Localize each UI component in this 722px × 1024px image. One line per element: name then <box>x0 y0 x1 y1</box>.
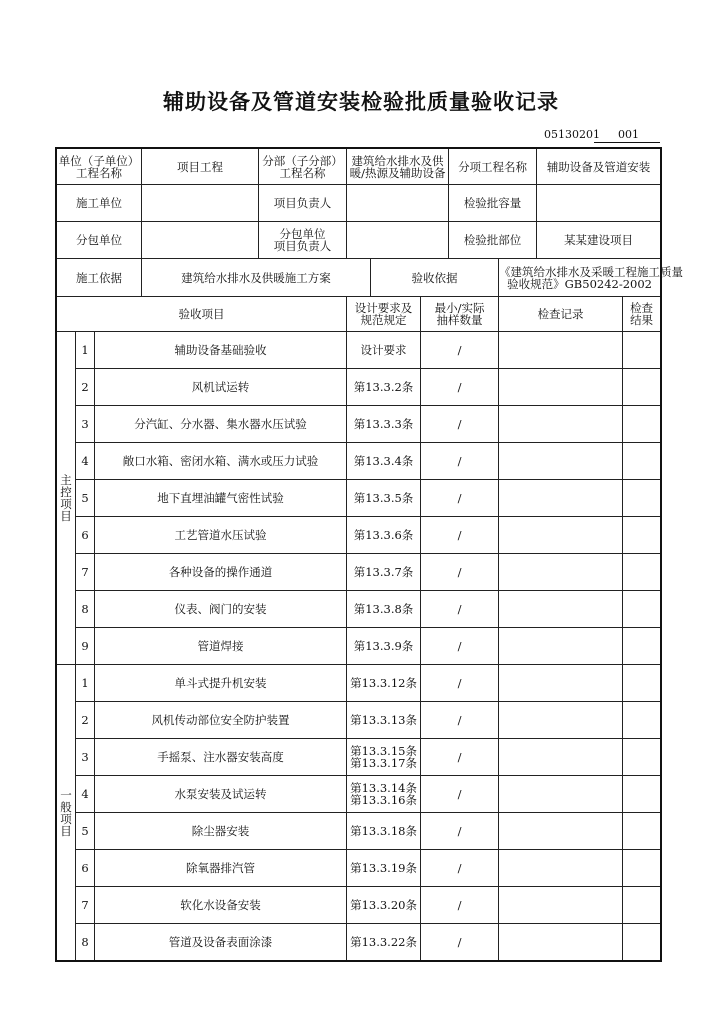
column-header-record: 检查记录 <box>499 297 623 332</box>
design-spec <box>347 702 421 739</box>
design-spec-line: 第13.3.5条 <box>353 491 414 505</box>
design-spec-line: 第13.3.17条 <box>350 756 417 770</box>
row-number: 5 <box>76 480 95 517</box>
column-header-sample-line1: 最小/实际 <box>434 301 485 315</box>
column-header-result-line1: 检查 <box>630 301 654 315</box>
general-row <box>57 776 661 813</box>
design-spec <box>347 406 421 443</box>
design-spec-line: 第13.3.2条 <box>353 380 414 394</box>
check-record[interactable] <box>499 739 623 776</box>
code-underline <box>594 142 660 143</box>
inspection-item: 软化水设备安装 <box>95 887 347 924</box>
main-control-group-label <box>57 332 76 665</box>
main-control-row <box>57 628 661 665</box>
row-number: 3 <box>76 739 95 776</box>
sub-project-label-line1: 分部（子分部） <box>262 153 343 168</box>
design-spec-line: 第13.3.12条 <box>350 676 417 690</box>
row-number: 7 <box>76 554 95 591</box>
row-number: 4 <box>76 443 95 480</box>
sub-project-value-line2: 暖/热源及辅助设备 <box>349 165 446 180</box>
check-record[interactable] <box>499 776 623 813</box>
unit-name-label <box>57 149 142 185</box>
check-result[interactable] <box>623 443 661 480</box>
check-result[interactable] <box>623 480 661 517</box>
design-spec-line: 第13.3.22条 <box>350 935 417 949</box>
general-group-label-char: 目 <box>60 823 72 838</box>
sample-count[interactable]: / <box>421 850 499 887</box>
subcontract-unit-value[interactable] <box>142 222 259 259</box>
main-control-group-label-char: 目 <box>60 509 72 523</box>
column-header-sample <box>421 297 499 332</box>
batch-capacity-value[interactable] <box>537 185 661 222</box>
design-spec <box>347 332 421 369</box>
check-record[interactable] <box>499 369 623 406</box>
main-control-row <box>57 591 661 628</box>
sub-project-label-line2: 工程名称 <box>279 165 326 180</box>
acceptance-basis-label: 验收依据 <box>371 259 499 297</box>
sample-count[interactable]: / <box>421 517 499 554</box>
sub-project-value[interactable] <box>347 149 449 185</box>
inspection-item: 地下直埋油罐气密性试验 <box>95 480 347 517</box>
general-row <box>57 887 661 924</box>
check-result[interactable] <box>623 406 661 443</box>
column-header-result-line2: 结果 <box>630 313 654 327</box>
design-spec-line: 第13.3.18条 <box>350 824 417 838</box>
acceptance-record-table <box>56 148 684 961</box>
inspection-item: 各种设备的操作通道 <box>95 554 347 591</box>
sample-count[interactable]: / <box>421 591 499 628</box>
subcontract-unit-label: 分包单位 <box>57 222 142 259</box>
row-number: 6 <box>76 517 95 554</box>
inspection-item: 单斗式提升机安装 <box>95 665 347 702</box>
design-spec-line: 第13.3.13条 <box>350 713 417 727</box>
inspection-item: 风机传动部位安全防护装置 <box>95 702 347 739</box>
column-header-item: 验收项目 <box>57 297 347 332</box>
sample-count[interactable]: / <box>421 924 499 961</box>
check-result[interactable] <box>623 628 661 665</box>
row-number: 8 <box>76 591 95 628</box>
construction-unit-label: 施工单位 <box>57 185 142 222</box>
row-number: 3 <box>76 406 95 443</box>
unit-name-label-line2: 工程名称 <box>76 165 123 180</box>
check-record[interactable] <box>499 924 623 961</box>
row-number: 5 <box>76 813 95 850</box>
sample-count[interactable]: / <box>421 739 499 776</box>
sub-manager-label-line2: 项目负责人 <box>273 239 332 253</box>
row-number: 9 <box>76 628 95 665</box>
item-name-label: 分项工程名称 <box>449 149 537 185</box>
design-spec <box>347 665 421 702</box>
design-spec <box>347 443 421 480</box>
design-spec-line: 第13.3.15条 <box>350 744 417 758</box>
main-control-row <box>57 554 661 591</box>
batch-part-value[interactable]: 某某建设项目 <box>537 222 661 259</box>
sample-count[interactable]: / <box>421 369 499 406</box>
design-spec <box>347 887 421 924</box>
check-record[interactable] <box>499 591 623 628</box>
sample-count[interactable]: / <box>421 628 499 665</box>
design-spec <box>347 369 421 406</box>
check-result[interactable] <box>623 554 661 591</box>
check-result[interactable] <box>623 332 661 369</box>
inspection-item: 辅助设备基础验收 <box>95 332 347 369</box>
design-spec <box>347 628 421 665</box>
inspection-item: 除氧器排汽管 <box>95 850 347 887</box>
design-spec-line: 第13.3.8条 <box>353 602 414 616</box>
main-control-row <box>57 443 661 480</box>
acceptance-basis-value-line1: 《建筑给水排水及采暖工程施工质量 <box>499 264 684 279</box>
row-number: 8 <box>76 924 95 961</box>
row-number: 6 <box>76 850 95 887</box>
design-spec <box>347 591 421 628</box>
design-spec <box>347 517 421 554</box>
inspection-item: 风机试运转 <box>95 369 347 406</box>
sub-project-value-line1: 建筑给水排水及供 <box>351 153 444 168</box>
check-record[interactable] <box>499 554 623 591</box>
check-result[interactable] <box>623 924 661 961</box>
batch-capacity-label: 检验批容量 <box>449 185 537 222</box>
row-number: 2 <box>76 369 95 406</box>
check-record[interactable] <box>499 628 623 665</box>
design-spec-line: 第13.3.4条 <box>353 454 414 468</box>
unit-name-value[interactable]: 项目工程 <box>142 149 259 185</box>
general-row <box>57 665 661 702</box>
sample-count[interactable]: / <box>421 554 499 591</box>
general-row <box>57 702 661 739</box>
sample-count[interactable]: / <box>421 813 499 850</box>
check-record[interactable] <box>499 332 623 369</box>
check-record[interactable] <box>499 480 623 517</box>
inspection-item: 管道焊接 <box>95 628 347 665</box>
acceptance-basis-value[interactable] <box>499 259 684 297</box>
design-spec <box>347 813 421 850</box>
design-spec-line: 第13.3.19条 <box>350 861 417 875</box>
check-record[interactable] <box>499 702 623 739</box>
general-row <box>57 813 661 850</box>
sub-manager-label <box>259 222 347 259</box>
design-spec <box>347 739 421 776</box>
check-result[interactable] <box>623 850 661 887</box>
acceptance-basis-value-line2: 验收规范》GB50242-2002 <box>507 276 652 291</box>
check-result[interactable] <box>623 776 661 813</box>
construction-basis-value[interactable]: 建筑给水排水及供暖施工方案 <box>142 259 371 297</box>
document-code-prefix: 05130201 <box>544 128 600 141</box>
sample-count[interactable]: / <box>421 702 499 739</box>
general-group-label-char: 般 <box>60 799 72 814</box>
inspection-item: 工艺管道水压试验 <box>95 517 347 554</box>
sample-count[interactable]: / <box>421 887 499 924</box>
column-header-result <box>623 297 661 332</box>
construction-unit-value[interactable] <box>142 185 259 222</box>
row-number: 1 <box>76 332 95 369</box>
main-control-row <box>57 369 661 406</box>
design-spec <box>347 924 421 961</box>
document-code <box>530 128 660 144</box>
check-record[interactable] <box>499 887 623 924</box>
sample-count[interactable]: / <box>421 406 499 443</box>
check-record[interactable] <box>499 517 623 554</box>
unit-name-label-line1: 单位（子单位） <box>58 153 140 168</box>
main-control-group-label-char: 项 <box>60 497 72 511</box>
design-spec <box>347 480 421 517</box>
design-spec-line: 第13.3.7条 <box>353 565 414 579</box>
design-spec <box>347 776 421 813</box>
check-record[interactable] <box>499 850 623 887</box>
general-row <box>57 739 661 776</box>
check-result[interactable] <box>623 702 661 739</box>
column-header-sample-line2: 抽样数量 <box>436 313 483 327</box>
row-number: 7 <box>76 887 95 924</box>
inspection-item: 管道及设备表面涂漆 <box>95 924 347 961</box>
design-spec-line: 第13.3.3条 <box>353 417 414 431</box>
check-result[interactable] <box>623 517 661 554</box>
sample-count[interactable]: / <box>421 480 499 517</box>
main-control-group-label-char: 控 <box>60 485 72 499</box>
check-result[interactable] <box>623 591 661 628</box>
main-control-row <box>57 517 661 554</box>
sample-count[interactable]: / <box>421 665 499 702</box>
check-result[interactable] <box>623 739 661 776</box>
inspection-item: 水泵安装及试运转 <box>95 776 347 813</box>
sample-count[interactable]: / <box>421 776 499 813</box>
column-header-design <box>347 297 421 332</box>
main-control-group-label-char: 主 <box>60 473 72 487</box>
design-spec-line: 设计要求 <box>360 343 407 357</box>
design-spec <box>347 850 421 887</box>
inspection-item: 除尘器安装 <box>95 813 347 850</box>
main-control-row <box>57 332 661 369</box>
page-title: 辅助设备及管道安装检验批质量验收记录 <box>163 90 559 114</box>
project-manager-label: 项目负责人 <box>259 185 347 222</box>
general-row <box>57 924 661 961</box>
general-group-label <box>57 665 76 961</box>
design-spec <box>347 554 421 591</box>
sub-manager-value[interactable] <box>347 222 449 259</box>
inspection-item: 仪表、阀门的安装 <box>95 591 347 628</box>
design-spec-line: 第13.3.9条 <box>353 639 414 653</box>
design-spec-line: 第13.3.20条 <box>350 898 417 912</box>
main-control-row <box>57 480 661 517</box>
column-header-design-line2: 规范规定 <box>360 313 407 327</box>
check-result[interactable] <box>623 813 661 850</box>
design-spec-line: 第13.3.6条 <box>353 528 414 542</box>
construction-basis-label: 施工依据 <box>57 259 142 297</box>
general-group-label-char: 一 <box>60 787 72 802</box>
check-record[interactable] <box>499 665 623 702</box>
check-result[interactable] <box>623 665 661 702</box>
project-manager-value[interactable] <box>347 185 449 222</box>
sample-count[interactable]: / <box>421 332 499 369</box>
check-record[interactable] <box>499 443 623 480</box>
inspection-item: 手摇泵、注水器安装高度 <box>95 739 347 776</box>
sub-manager-label-line1: 分包单位 <box>279 227 326 241</box>
check-record[interactable] <box>499 813 623 850</box>
design-spec-line: 第13.3.14条 <box>350 781 417 795</box>
batch-part-label: 检验批部位 <box>449 222 537 259</box>
sub-project-label <box>259 149 347 185</box>
check-result[interactable] <box>623 369 661 406</box>
inspection-item: 敞口水箱、密闭水箱、满水或压力试验 <box>95 443 347 480</box>
inspection-item: 分汽缸、分水器、集水器水压试验 <box>95 406 347 443</box>
main-control-row <box>57 406 661 443</box>
design-spec-line: 第13.3.16条 <box>350 793 417 807</box>
check-result[interactable] <box>623 887 661 924</box>
column-header-design-line1: 设计要求及 <box>354 301 413 315</box>
sample-count[interactable]: / <box>421 443 499 480</box>
general-group-label-char: 项 <box>60 811 72 826</box>
row-number: 4 <box>76 776 95 813</box>
document-code-suffix: 001 <box>618 128 639 141</box>
row-number: 2 <box>76 702 95 739</box>
check-record[interactable] <box>499 406 623 443</box>
general-row <box>57 850 661 887</box>
row-number: 1 <box>76 665 95 702</box>
item-name-value[interactable]: 辅助设备及管道安装 <box>537 149 661 185</box>
